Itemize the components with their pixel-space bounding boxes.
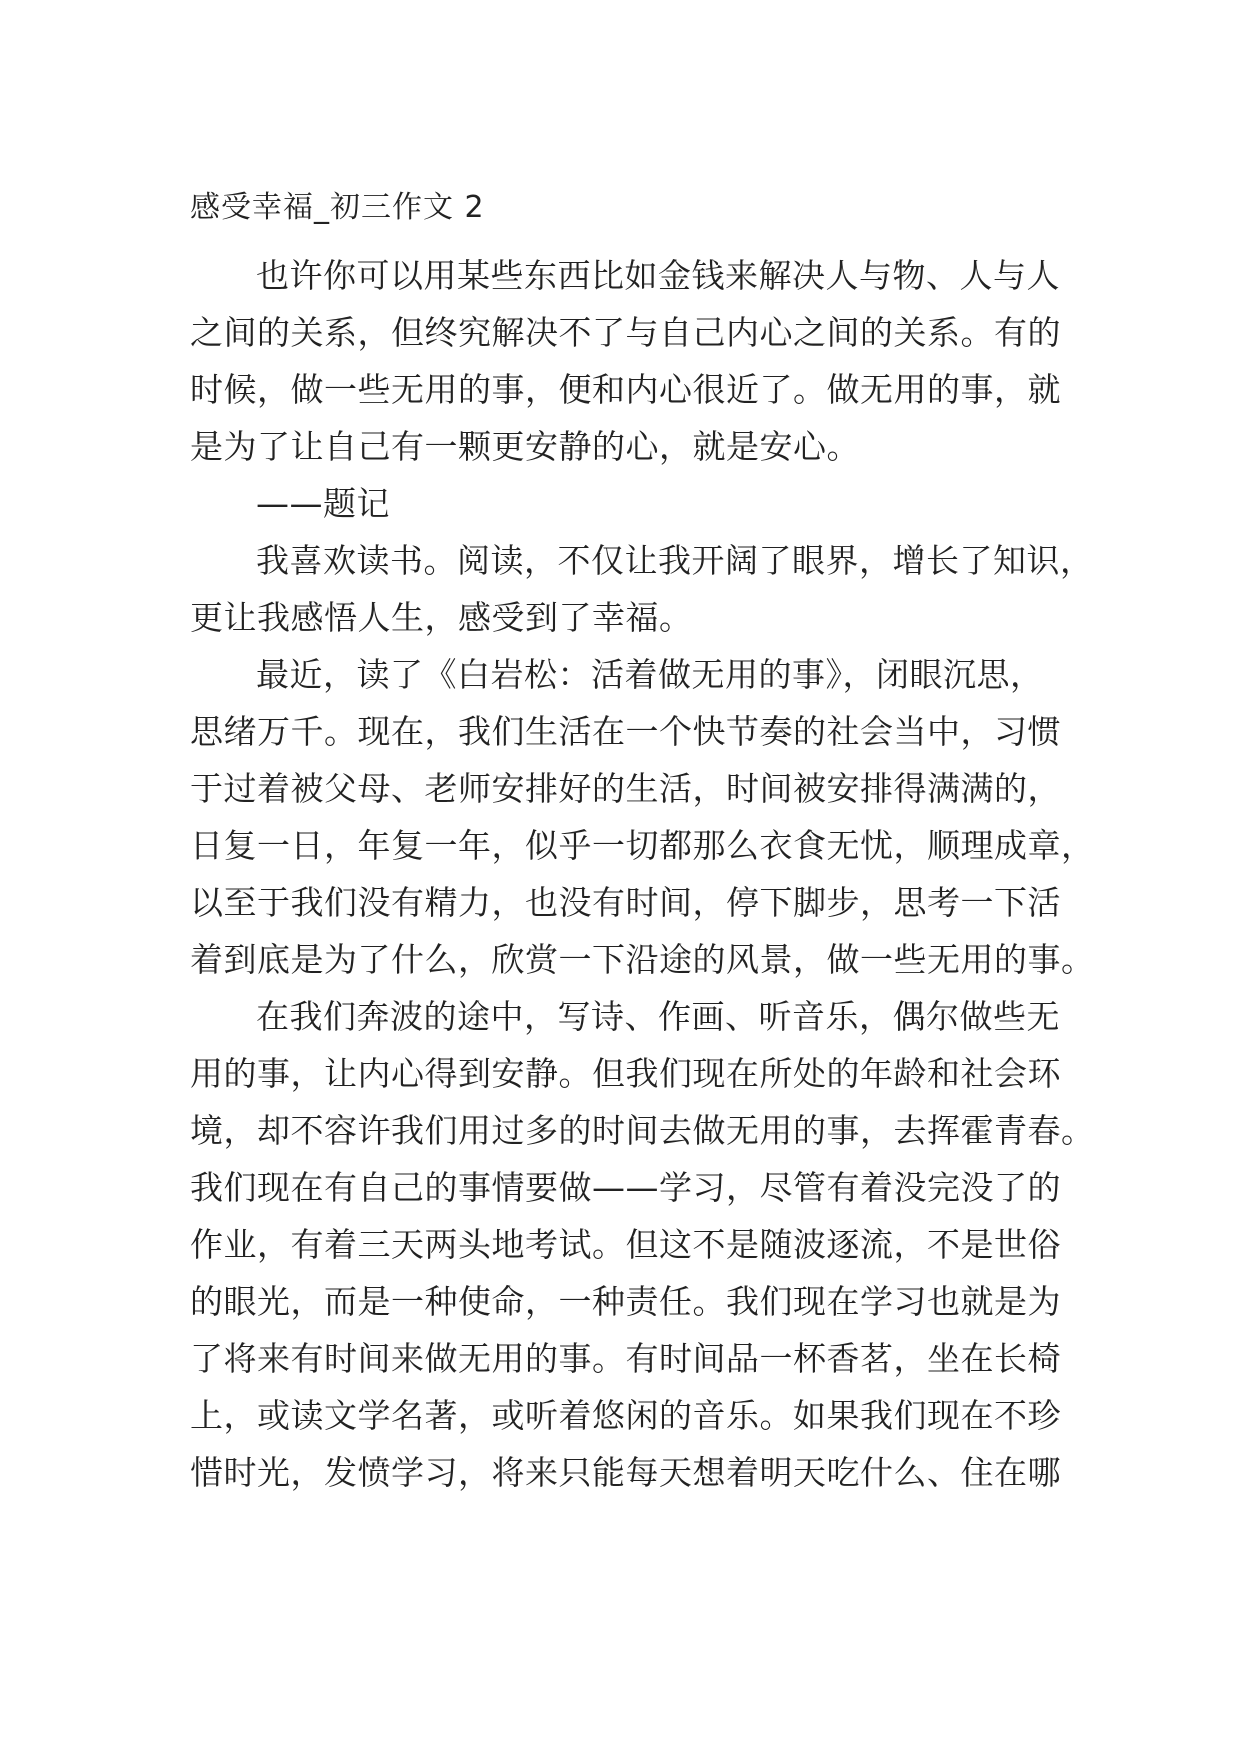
- text-line: 的眼光，而是一种使命，一种责任。我们现在学习也就是为: [190, 1282, 1061, 1321]
- text-line: 作业，有着三天两头地考试。但这不是随波逐流，不是世俗: [190, 1225, 1061, 1264]
- text-line: 是为了让自己有一颗更安静的心，就是安心。: [190, 427, 860, 466]
- text-line: 之间的关系，但终究解决不了与自己内心之间的关系。有的: [190, 313, 1061, 352]
- text-line: 我喜欢读书。阅读，不仅让我开阔了眼界，增长了知识，: [256, 541, 1094, 580]
- text-line: 于过着被父母、老师安排好的生活，时间被安排得满满的，: [190, 769, 1061, 808]
- text-line: 境，却不容许我们用过多的时间去做无用的事，去挥霍青春。: [190, 1111, 1095, 1150]
- text-line: 我们现在有自己的事情要做——学习，尽管有着没完没了的: [190, 1168, 1061, 1207]
- text-line: 以至于我们没有精力，也没有时间，停下脚步，思考一下活: [190, 883, 1061, 922]
- text-line: 也许你可以用某些东西比如金钱来解决人与物、人与人: [256, 256, 1060, 295]
- text-line: ——题记: [256, 484, 390, 523]
- text-line: 最近，读了《白岩松：活着做无用的事》，闭眼沉思，: [256, 655, 1044, 694]
- text-line: 上，或读文学名著，或听着悠闲的音乐。如果我们现在不珍: [190, 1396, 1061, 1435]
- text-line: 更让我感悟人生，感受到了幸福。: [190, 598, 693, 637]
- document-title: 感受幸福_初三作文 2: [190, 190, 485, 225]
- text-line: 思绪万千。现在，我们生活在一个快节奏的社会当中，习惯: [190, 712, 1061, 751]
- text-line: 惜时光，发愤学习，将来只能每天想着明天吃什么、住在哪: [190, 1453, 1061, 1492]
- text-line: 日复一日，年复一年，似乎一切都那么衣食无忧，顺理成章，: [190, 826, 1095, 865]
- text-line: 着到底是为了什么，欣赏一下沿途的风景，做一些无用的事。: [190, 940, 1095, 979]
- text-line: 用的事，让内心得到安静。但我们现在所处的年龄和社会环: [190, 1054, 1061, 1093]
- text-line: 在我们奔波的途中，写诗、作画、听音乐，偶尔做些无: [256, 997, 1060, 1036]
- text-line: 时候，做一些无用的事，便和内心很近了。做无用的事，就: [190, 370, 1061, 409]
- text-line: 了将来有时间来做无用的事。有时间品一杯香茗，坐在长椅: [190, 1339, 1061, 1378]
